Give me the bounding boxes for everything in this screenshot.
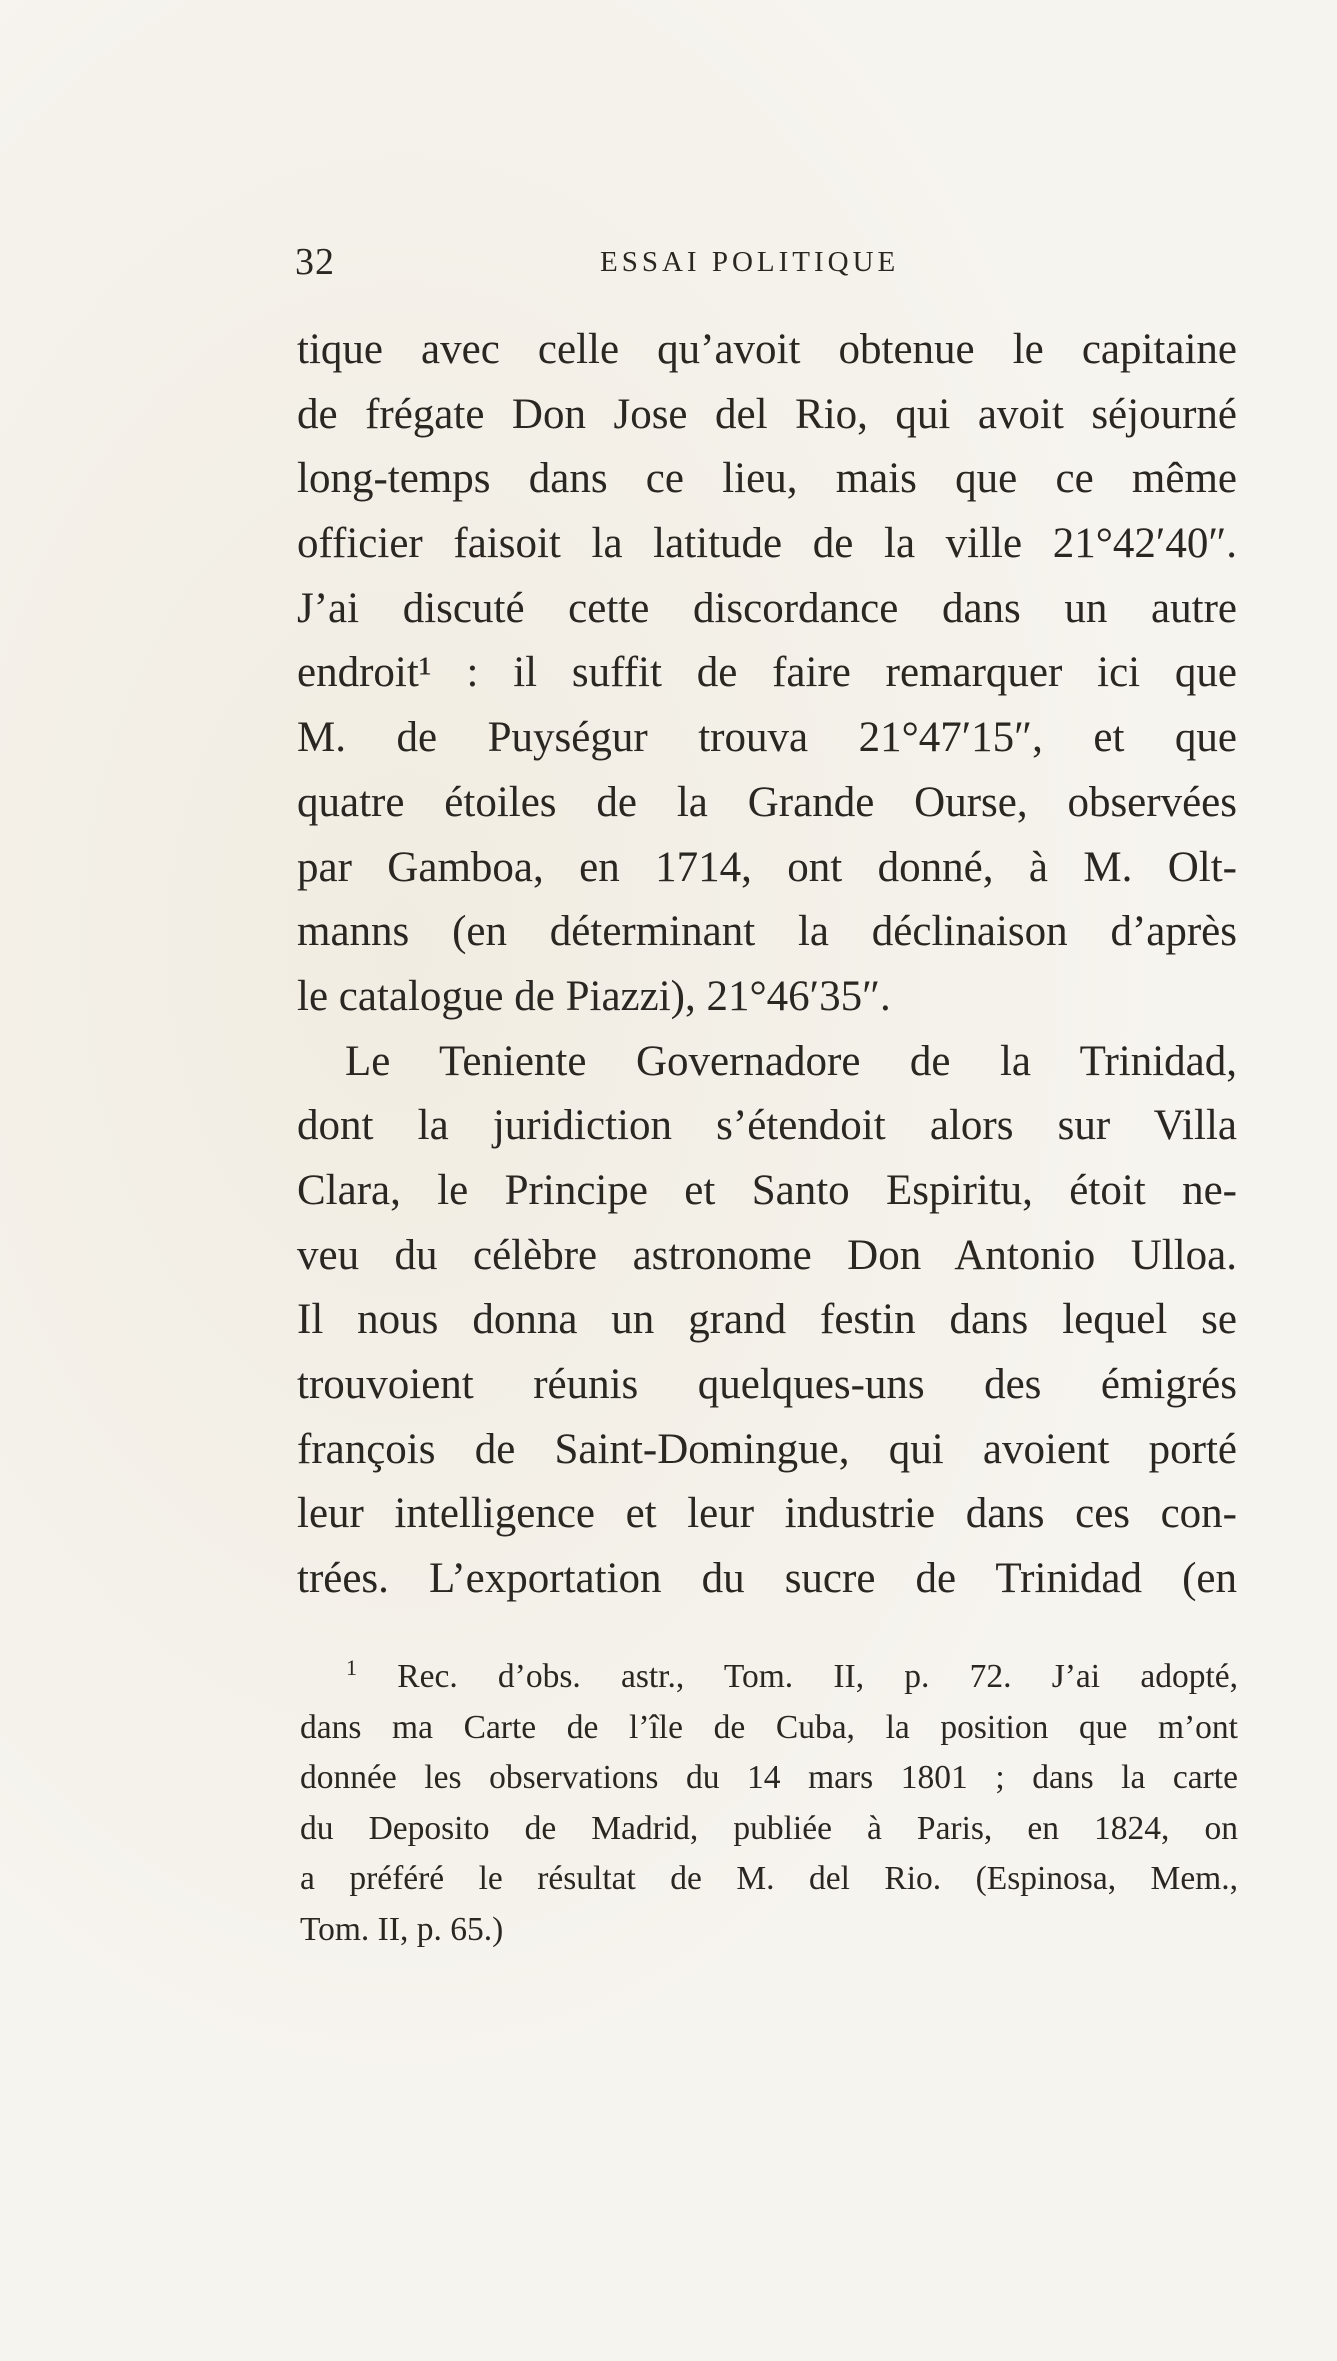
text-line: dont la juridiction s’étendoit alors sur Villa xyxy=(297,1102,1237,1150)
text-line: quatre étoiles de la Grande Ourse, observées xyxy=(297,778,1237,826)
text-line: officier faisoit la latitude de la ville 21°42′40″. xyxy=(297,520,1237,568)
text-line: trées. L’exportation du sucre de Trinidad (en xyxy=(297,1555,1237,1603)
footnote-marker: 1 xyxy=(346,1654,357,1680)
text-line: de frégate Don Jose del Rio, qui avoit séjourné xyxy=(297,390,1237,438)
text-line: tique avec celle qu’avoit obtenue le capitaine xyxy=(297,326,1237,373)
text-line: par Gamboa, en 1714, ont donné, à M. Olt- xyxy=(297,843,1237,891)
footnote-line: donnée les observations du 14 mars 1801 ; dans la carte xyxy=(300,1759,1238,1796)
footnote-line: du Deposito de Madrid, publiée à Paris, en 1824, on xyxy=(300,1809,1238,1847)
footnote xyxy=(300,1652,1238,1955)
page-header xyxy=(295,240,1240,290)
footnote-line: a préféré le résultat de M. del Rio. (Espinosa, Mem., xyxy=(300,1860,1238,1897)
text-line: M. de Puységur trouva 21°47′15″, et que xyxy=(297,714,1237,762)
text-line: Il nous donna un grand festin dans lequel se xyxy=(297,1296,1237,1344)
text-line: endroit¹ : il suffit de faire remarquer ici que xyxy=(297,649,1237,697)
page-number: 32 xyxy=(295,241,335,283)
text-line: le catalogue de Piazzi), 21°46′35″. xyxy=(297,972,891,1020)
footnote-line: Tom. II, p. 65.) xyxy=(300,1910,504,1948)
footnote-line: dans ma Carte de l’île de Cuba, la position que m’ont xyxy=(300,1708,1238,1746)
footnote-line xyxy=(300,1652,1238,1703)
text-line: long-temps dans ce lieu, mais que ce même xyxy=(297,455,1237,503)
running-title: ESSAI POLITIQUE xyxy=(600,246,900,278)
text-line: leur intelligence et leur industrie dans ces con- xyxy=(297,1490,1237,1538)
main-text xyxy=(297,318,1237,1612)
footnote-text: Rec. d’obs. astr., Tom. II, p. 72. J’ai adopté, xyxy=(397,1658,1238,1695)
text-line: Le Teniente Governadore de la Trinidad, xyxy=(345,1037,1237,1085)
text-line: Clara, le Principe et Santo Espiritu, étoit ne- xyxy=(297,1166,1237,1214)
text-line: trouvoient réunis quelques-uns des émigrés xyxy=(297,1361,1237,1408)
text-line: J’ai discuté cette discordance dans un autre xyxy=(297,584,1237,632)
text-line: françois de Saint-Domingue, qui avoient porté xyxy=(297,1425,1237,1473)
text-line: veu du célèbre astronome Don Antonio Ulloa. xyxy=(297,1231,1237,1279)
text-line: manns (en déterminant la déclinaison d’après xyxy=(297,908,1237,956)
